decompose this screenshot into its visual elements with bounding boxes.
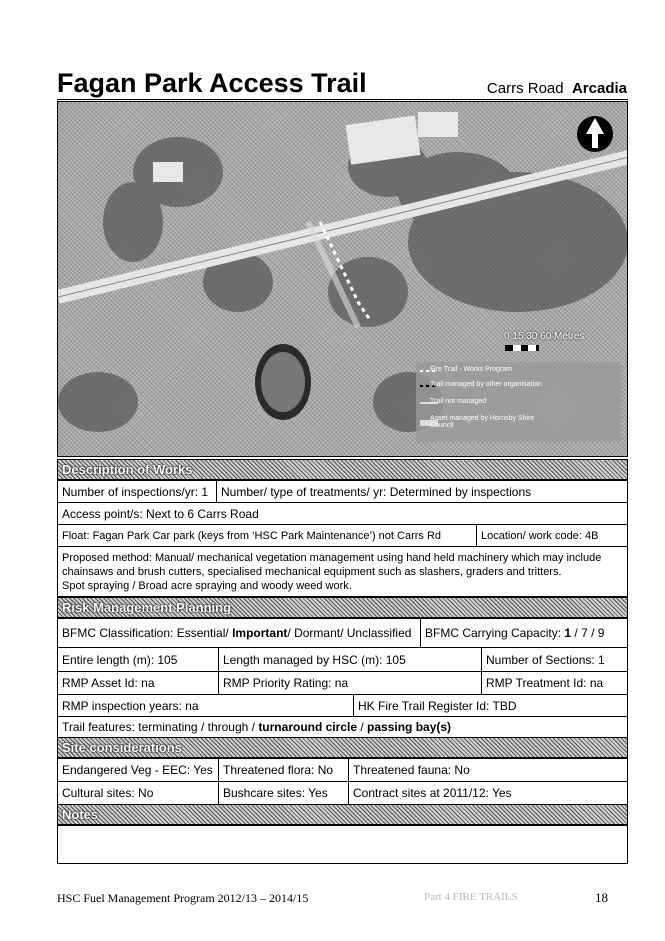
notes-header <box>57 804 628 825</box>
footer-program: HSC Fuel Management Program 2012/13 – 2014/15 <box>57 891 309 905</box>
cultural-cell: Cultural sites: No <box>58 782 219 805</box>
method-cell <box>58 547 628 597</box>
classification-selected: Important <box>232 626 288 640</box>
method-table <box>57 546 628 597</box>
classification-suffix: / Dormant/ Unclassified <box>287 626 412 640</box>
sections-cell: Number of Sections: 1 <box>482 648 628 672</box>
description-header <box>57 459 628 480</box>
north-arrow-icon <box>577 116 613 152</box>
access-table <box>57 502 628 525</box>
map-graphics <box>58 102 628 457</box>
notes-table <box>57 825 628 864</box>
method-line: Spot spraying / Broad acre spraying and woody weed work. <box>62 579 352 592</box>
site-table <box>57 758 628 805</box>
bushcare-cell: Bushcare sites: Yes <box>219 782 349 805</box>
legend-item: Trail not managed <box>430 398 487 405</box>
page-number: 18 <box>595 890 608 905</box>
asset-id-cell: RMP Asset Id: na <box>58 672 219 695</box>
inspections-cell: Number of inspections/yr: 1 <box>58 481 217 503</box>
register-cell: HK Fire Trail Register Id: TBD <box>354 695 628 717</box>
classification-cell <box>58 619 421 648</box>
features-separator: / <box>357 720 368 734</box>
method-line: Proposed method: Manual/ mechanical vegetation management using hand held machinery which may include <box>62 551 602 564</box>
capacity-prefix: BFMC Carrying Capacity: <box>425 626 565 640</box>
location-label <box>487 80 627 97</box>
access-cell: Access point/s: Next to 6 Carrs Road <box>58 503 628 525</box>
capacity-selected: 1 <box>564 626 572 640</box>
inspection-table <box>57 694 628 717</box>
site-header-label: Site considerations <box>62 740 182 755</box>
notes-cell <box>58 826 628 864</box>
float-cell: Float: Fagan Park Car park (keys from ‘HSC Park Maintenance’) not Carrs Rd <box>58 525 477 547</box>
fauna-cell: Threatened fauna: No <box>349 759 628 782</box>
features-table <box>57 716 628 738</box>
eec-cell: Endangered Veg - EEC: Yes <box>58 759 219 782</box>
feature-turnaround: turnaround circle <box>258 720 357 734</box>
classification-table <box>57 618 628 648</box>
features-prefix: Trail features: terminating / through / <box>62 720 259 734</box>
classification-prefix: BFMC Classification: Essential/ <box>62 626 233 640</box>
managed-length-cell: Length managed by HSC (m): 105 <box>219 648 482 672</box>
suburb-name: Arcadia <box>571 80 627 97</box>
scale-label: 0 15 30 60 Metres <box>504 331 585 342</box>
method-line: chainsaws and brush cutters, specialised mechanical equipment such as slashers, graders and tritters. <box>62 565 562 578</box>
capacity-suffix: / 7 / 9 <box>571 626 605 640</box>
priority-cell: RMP Priority Rating: na <box>219 672 482 695</box>
description-table <box>57 480 628 503</box>
site-header <box>57 737 628 758</box>
scale-bar <box>505 345 539 351</box>
inspection-years-cell: RMP inspection years: na <box>58 695 354 717</box>
features-cell <box>58 717 628 738</box>
description-header-label: Description of Works <box>62 462 193 477</box>
road-name: Carrs Road <box>486 80 564 97</box>
footer-part: Part 4 FIRE TRAILS <box>424 891 518 903</box>
flora-cell: Threatened flora: No <box>219 759 349 782</box>
legend-item: Fire Trail - Works Program <box>430 366 512 373</box>
risk-header-label: Risk Management Planning <box>62 600 232 615</box>
risk-header <box>57 597 628 618</box>
title-rule <box>57 99 628 100</box>
contract-cell: Contract sites at 2011/12: Yes <box>349 782 628 805</box>
legend-item: Asset managed by Hornsby Shire Council <box>430 415 535 429</box>
aerial-map <box>57 101 628 457</box>
float-table <box>57 524 628 547</box>
feature-passing-bay: passing bay(s) <box>367 720 452 734</box>
notes-header-label: Notes <box>62 807 99 822</box>
page-title: Fagan Park Access Trail <box>57 68 367 98</box>
length-table <box>57 647 628 695</box>
work-code-cell: Location/ work code: 4B <box>477 525 628 547</box>
treatment-id-cell: RMP Treatment Id: na <box>482 672 628 695</box>
length-cell: Entire length (m): 105 <box>58 648 219 672</box>
legend-item: Trail managed by other organisation <box>430 381 542 388</box>
treatments-cell: Number/ type of treatments/ yr: Determined by inspections <box>217 481 628 503</box>
capacity-cell <box>421 619 628 648</box>
